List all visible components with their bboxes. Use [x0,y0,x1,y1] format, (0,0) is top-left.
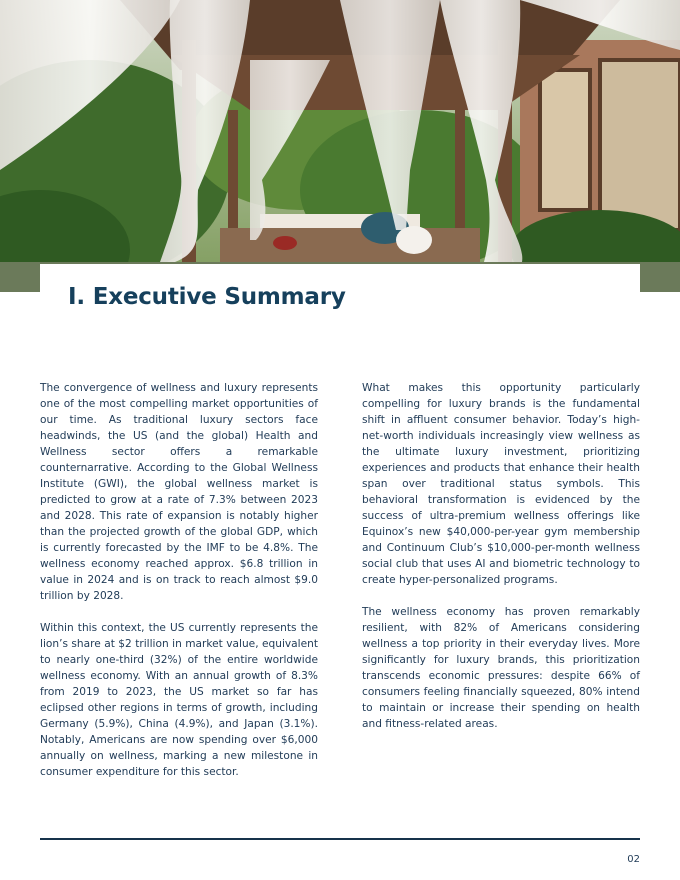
paragraph: What makes this opportunity particularly compelling for luxury brands is the fundamental shift in affluent consumer behavior. Today’s high-net-worth individuals increasingly view wellness as the ultimate luxury investment, prioritizing experiences and products that enhance their health span over traditional status symbols. This behavioral transformation is evidenced by the success of ultra-premium wellness offerings like Equinox’s new $40,000-per-year gym membership and Continuum Club’s $10,000-per-month wellness social club that uses AI and biometric technology to create hyper-personalized programs. [362,382,640,586]
right-column [362,380,640,748]
pavilion-photo [0,0,680,292]
title-card [40,264,640,324]
paragraph: The wellness economy has proven remarkably resilient, with 82% of Americans considering wellness a top priority in their everyday lives. More significantly for luxury brands, this prioritization transcends economic pressures: despite 66% of consumers feeling financially squeezed, 80% intend to maintain or increase their spending on health and fitness-related areas. [362,606,640,730]
left-column [40,380,318,796]
page-number: 02 [627,854,640,865]
paragraph: The convergence of wellness and luxury represents one of the most compelling market opportunities of our time. As traditional luxury sectors face headwinds, the US (and the global) Health and Wellness sector offers a remarkable counternarrative. According to the Global Wellness Institute (GWI), the global wellness market is predicted to grow at a rate of 7.3% between 2023 and 2028. This rate of expansion is notably higher than the projected growth of the global GDP, which is currently forecasted by the IMF to be 4.8%. The wellness economy reached approx. $6.8 trillion in value in 2024 and is on track to reach almost $9.0 trillion by 2028. [40,382,318,602]
hero-image [0,0,680,292]
paragraph: Within this context, the US currently represents the lion’s share at $2 trillion in market value, equivalent to nearly one-third (32%) of the entire worldwide wellness economy. With an annual growth of 8.3% from 2019 to 2023, the US market so far has eclipsed other regions in terms of growth, including Germany (5.9%), China (4.9%), and Japan (3.1%). Notably, Americans are now spending over $6,000 annually on wellness, marking a new milestone in consumer expenditure for this sector. [40,622,318,778]
footer-divider [40,838,640,840]
page-title: I. Executive Summary [68,284,346,310]
